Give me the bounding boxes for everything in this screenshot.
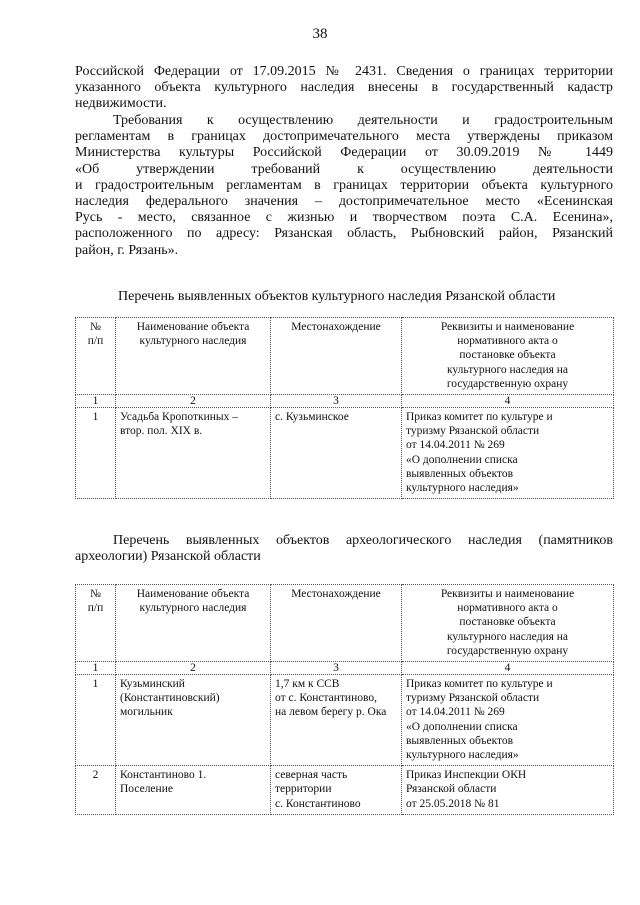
header-text: Местонахождение	[291, 588, 381, 600]
cultural-heritage-table	[75, 317, 614, 499]
header-cell-act	[402, 585, 614, 662]
cell-text: Приказ комитет по культуре и	[406, 411, 553, 424]
header-text: нормативного акта о	[457, 602, 558, 615]
cell-text: Приказ комитет по культуре и	[406, 678, 553, 691]
header-text: нормативного акта о	[457, 335, 558, 348]
column-number-row	[76, 662, 614, 675]
cell-text: территории	[275, 783, 332, 796]
cell-text: «О дополнении списка	[406, 453, 518, 466]
header-text: Местонахождение	[291, 321, 381, 333]
cell-text: Кузьминский	[120, 678, 185, 691]
object-act	[402, 408, 614, 499]
cell-text: северная часть	[275, 769, 348, 782]
column-number: 2	[116, 662, 271, 675]
object-name	[116, 408, 271, 499]
text-line: Министерства культуры Российской Федерации от 30.09.2019 № 1449	[75, 145, 613, 161]
cell-text: могильник	[120, 706, 173, 719]
column-number: 3	[271, 662, 402, 675]
header-text: культурного наследия на	[446, 363, 569, 376]
cell-text: втор. пол. XIX в.	[120, 425, 203, 438]
header-text: постановке объекта	[459, 349, 556, 362]
cell-text: «О дополнении списка	[406, 720, 518, 733]
text-line: Российской Федерации от 17.09.2015 № 2431. Сведения о границах территории	[75, 64, 613, 79]
text-line: наследия федерального значения – достопримечательное место «Есенинская	[75, 194, 613, 210]
row-number: 2	[76, 766, 116, 815]
cell-text: с. Константиново	[275, 797, 361, 810]
section-title-text: археологии) Рязанской области	[75, 549, 261, 564]
cell-text: выявленных объектов	[406, 734, 514, 747]
column-number: 4	[402, 662, 614, 675]
table-row	[76, 766, 614, 815]
text-line: недвижимости.	[75, 96, 167, 112]
column-number: 4	[402, 395, 614, 408]
cell-text: Рязанской области	[406, 783, 497, 796]
section-title-text: Перечень выявленных объектов археологического наследия (памятников	[113, 533, 613, 548]
text-line: Русь - место, связанное с жизнью и творчеством поэта С.А. Есенина»,	[75, 210, 613, 226]
header-cell-number	[76, 585, 116, 662]
header-text: Наименование объекта	[136, 321, 250, 333]
row-number: 1	[76, 408, 116, 499]
column-number: 2	[116, 395, 271, 408]
text-line: расположенного по адресу: Рязанская область, Рыбновский район, Рязанский	[75, 226, 613, 242]
text-line: Требования к осуществлению деятельности и градостроительным	[113, 113, 613, 128]
text-line: и градостроительным регламентам в границах территории объекта культурного	[75, 177, 613, 193]
cell-text: Приказ Инспекции ОКН	[406, 769, 527, 782]
paragraph-requirements	[75, 113, 613, 259]
column-number: 1	[76, 395, 116, 408]
header-cell-location	[271, 318, 402, 395]
header-text: №	[90, 588, 101, 600]
header-text: Реквизиты и наименование	[440, 321, 575, 333]
header-text: Наименование объекта	[136, 588, 250, 600]
cell-text: Усадьба Кропоткиных –	[120, 411, 238, 424]
row-number: 1	[76, 675, 116, 766]
cell-text: от 14.04.2011 № 269	[406, 706, 505, 719]
header-text: Реквизиты и наименование	[440, 588, 575, 600]
cell-text: с. Кузьминское	[275, 411, 349, 424]
text-line: указанного объекта культурного наследия внесены в государственный кадастр	[75, 80, 613, 96]
cell-text: 1,7 км к ССВ	[275, 678, 340, 691]
object-location	[271, 766, 402, 815]
table-header-row	[76, 585, 614, 662]
section-title-archaeological-heritage	[75, 533, 613, 565]
cell-text: от 14.04.2011 № 269	[406, 439, 505, 452]
paragraph-continued	[75, 64, 613, 113]
cell-text: (Константиновский)	[120, 692, 220, 705]
header-text: постановке объекта	[459, 616, 556, 629]
cell-text: Константиново 1.	[120, 769, 207, 782]
section-title-text: Перечень выявленных объектов культурного наследия Рязанской области	[118, 289, 556, 304]
cell-text: Поселение	[120, 783, 173, 796]
column-number: 3	[271, 395, 402, 408]
cell-text: туризму Рязанской области	[406, 692, 540, 705]
header-cell-number	[76, 318, 116, 395]
cell-text: культурного наследия»	[406, 482, 519, 495]
header-text: культурного наследия на	[446, 630, 569, 643]
column-number-row	[76, 395, 614, 408]
header-cell-act	[402, 318, 614, 395]
header-cell-name	[116, 585, 271, 662]
table-header-row	[76, 318, 614, 395]
header-text: п/п	[87, 335, 104, 348]
object-name	[116, 766, 271, 815]
header-text: №	[90, 321, 101, 333]
text-line: регламентам в границах достопримечательного места утверждены приказом	[75, 129, 613, 145]
page-number: 38	[312, 26, 328, 42]
header-cell-name	[116, 318, 271, 395]
header-text: государственную охрану	[446, 377, 569, 390]
object-location	[271, 675, 402, 766]
object-act	[402, 766, 614, 815]
column-number: 1	[76, 662, 116, 675]
text-line: район, г. Рязань».	[75, 242, 179, 258]
archaeological-heritage-table	[75, 584, 614, 815]
header-cell-location	[271, 585, 402, 662]
cell-text: туризму Рязанской области	[406, 425, 540, 438]
table-row	[76, 408, 614, 499]
header-text: культурного наследия	[139, 335, 247, 348]
cell-text: от 25.05.2018 № 81	[406, 797, 500, 810]
cell-text: от с. Константиново,	[275, 692, 377, 705]
cell-text: на левом берегу р. Ока	[275, 706, 387, 719]
text-line: «Об утверждении требований к осуществлению деятельности	[75, 161, 613, 177]
header-text: культурного наследия	[139, 602, 247, 615]
cell-text: культурного наследия»	[406, 749, 519, 762]
section-title-cultural-heritage	[118, 289, 618, 305]
header-text: п/п	[87, 602, 104, 615]
object-name	[116, 675, 271, 766]
header-text: государственную охрану	[446, 644, 569, 657]
object-act	[402, 675, 614, 766]
table-row	[76, 675, 614, 766]
cell-text: выявленных объектов	[406, 467, 514, 480]
object-location	[271, 408, 402, 499]
